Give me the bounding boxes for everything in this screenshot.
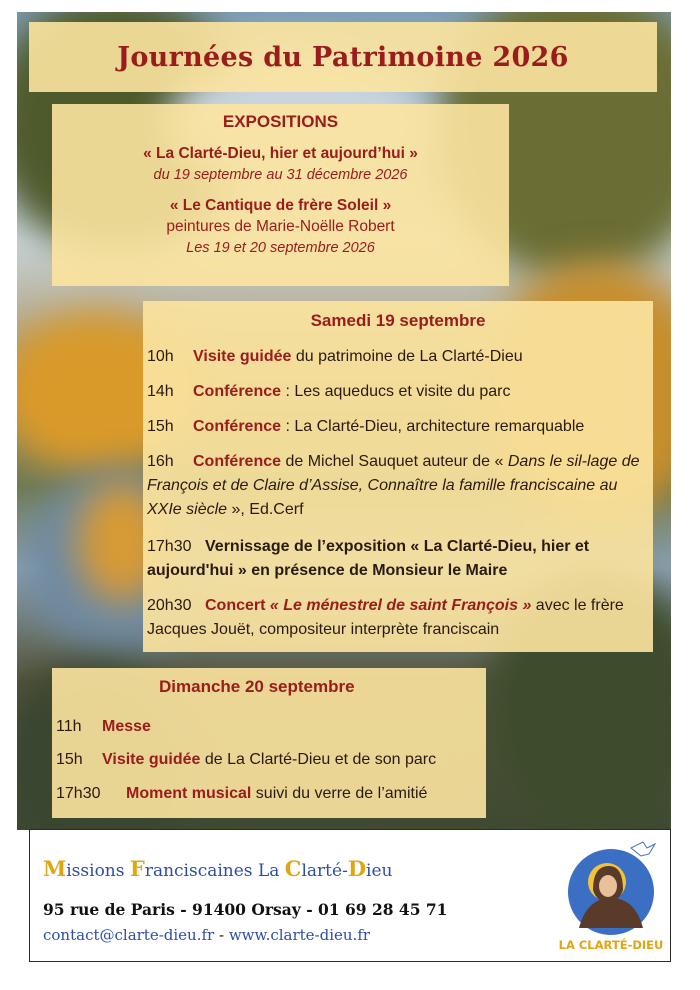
event-label: Visite guidée <box>102 751 201 768</box>
saturday-event-3 <box>147 415 647 439</box>
email-link[interactable]: contact@clarte-dieu.fr <box>43 926 215 944</box>
saturday-heading: Samedi 19 septembre <box>310 311 486 330</box>
saturday-event-2 <box>147 380 647 404</box>
event-label: Conférence <box>193 383 282 400</box>
event-time: 20h30 <box>147 597 192 614</box>
exhibition-2-dates: Les 19 et 20 septembre 2026 <box>186 240 375 256</box>
address: 95 rue de Paris - 91400 Orsay - 01 69 28 45 71 <box>43 900 448 919</box>
event-label: Conférence <box>193 418 282 435</box>
event-detail: du patrimoine de La Clarté-Dieu <box>291 348 523 365</box>
exhibition-1-title: « La Clarté-Dieu, hier et aujourd’hui » <box>143 145 418 162</box>
contact-line <box>43 926 370 944</box>
event-time: 15h <box>147 418 174 435</box>
event-label: Conférence <box>193 453 282 470</box>
event-detail: : La Clarté-Dieu, architecture remarquable <box>281 418 585 435</box>
event-label: Visite guidée <box>193 348 292 365</box>
event-time: 11h <box>56 718 82 735</box>
footer <box>29 829 671 962</box>
saturday-event-4 <box>147 450 647 522</box>
concert-title: « Le ménestrel de saint François » <box>269 597 532 614</box>
exhibition-2-title: « Le Cantique de frère Soleil » <box>169 197 392 214</box>
header-band <box>29 22 657 92</box>
book-title: Dans le sil-lage de François et de Claire d’Assise, Connaître la famille franciscaine au XXIe siècle <box>147 453 640 518</box>
event-detail: avec le frère Jacques Jouët, compositeur interprète franciscain <box>147 597 624 638</box>
exhibitions-section <box>52 104 509 286</box>
sunday-section <box>52 668 486 818</box>
event-time: 16h <box>147 453 174 470</box>
page-title: Journées du Patrimoine 2026 <box>117 41 569 73</box>
event-label: Moment musical <box>126 785 252 802</box>
website-link[interactable]: www.clarte-dieu.fr <box>228 926 371 944</box>
contact-separator: - <box>214 926 229 944</box>
event-detail: de La Clarté-Dieu et de son parc <box>200 751 437 768</box>
saturday-event-5 <box>147 535 647 583</box>
event-detail: : Les aqueducs et visite du parc <box>281 383 511 400</box>
saturday-event-1 <box>147 345 647 369</box>
event-time: 15h <box>56 751 83 768</box>
event-time: 17h30 <box>56 785 101 802</box>
sunday-event-1 <box>56 715 482 739</box>
clarte-dieu-logo <box>557 836 665 954</box>
organization-name: Missions Franciscaines La Clarté-Dieu <box>43 856 393 881</box>
event-label: Concert <box>205 597 270 614</box>
exhibition-1-dates: du 19 septembre au 31 décembre 2026 <box>153 167 408 183</box>
sunday-event-2 <box>56 748 482 772</box>
logo-text: LA CLARTÉ-DIEU <box>558 938 664 952</box>
event-detail: de Michel Sauquet auteur de « <box>281 453 508 470</box>
event-time: 10h <box>147 348 174 365</box>
event-label: Messe <box>102 718 151 735</box>
event-detail-end: », Ed.Cerf <box>227 501 304 518</box>
sunday-heading: Dimanche 20 septembre <box>159 677 355 696</box>
saturday-section <box>143 301 653 652</box>
exhibitions-heading: EXPOSITIONS <box>222 112 339 131</box>
sunday-event-3 <box>56 782 482 806</box>
event-time: 14h <box>147 383 174 400</box>
exhibition-2-subtitle: peintures de Marie-Noëlle Robert <box>166 218 395 235</box>
event-detail: suivi du verre de l’amitié <box>251 785 428 802</box>
event-label: Vernissage de l’exposition « La Clarté-Dieu, hier et aujourd'hui » en présence de Monsieur le Maire <box>147 538 590 579</box>
event-time: 17h30 <box>147 538 192 555</box>
saint-francis-icon <box>557 836 665 940</box>
saturday-event-6 <box>147 594 647 642</box>
